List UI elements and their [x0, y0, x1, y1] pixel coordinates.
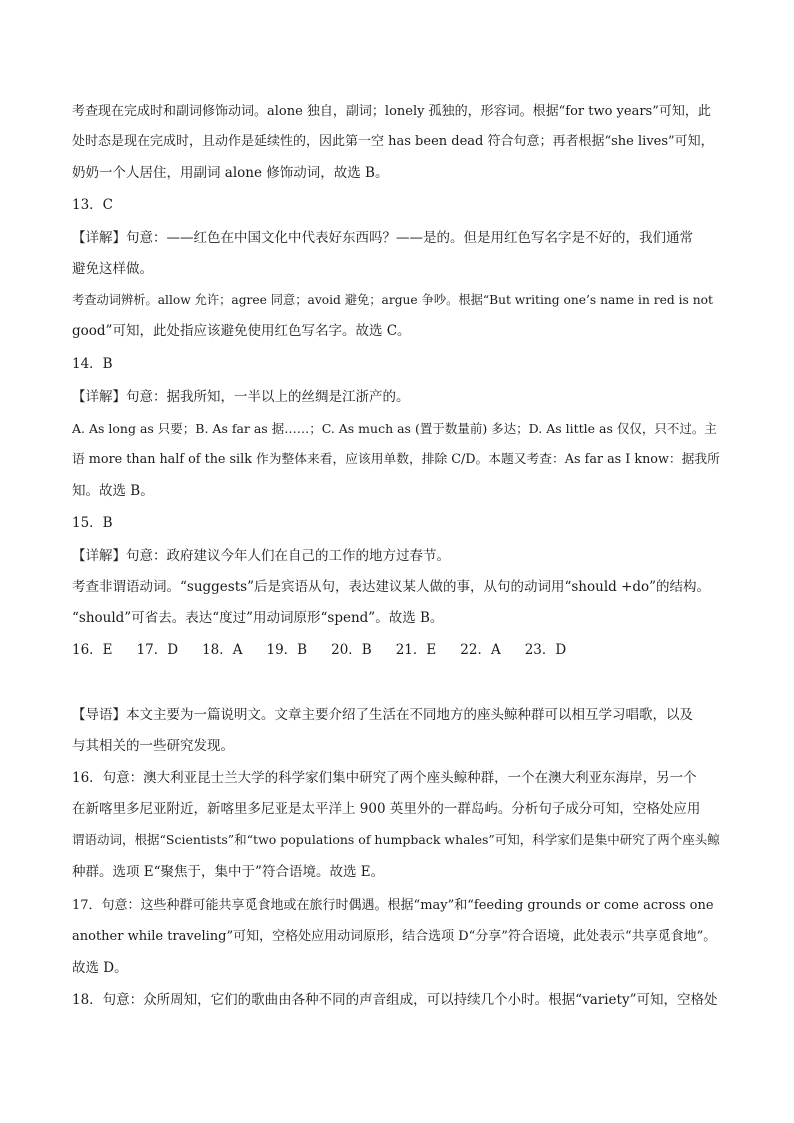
- text-line: 18．句意：众所周知，它们的歌曲由各种不同的声音组成，可以持续几个小时。根据“variety”可知，空格处: [72, 992, 718, 1008]
- answer-key: [72, 640, 566, 660]
- answer-item: 21．E: [395, 642, 437, 658]
- question-number: 13．C: [72, 197, 114, 213]
- text-line: 【详解】句意：——红色在中国文化中代表好东西吗？——是的。但是用红色写名字是不好的，我们通常: [72, 230, 693, 246]
- text-line: 语 more than half of the silk 作为整体来看，应该用单数，排除 C/D。本题又考查：As far as I know：据我所: [72, 452, 720, 467]
- text-line: A. As long as 只要；B. As far as 据……；C. As much as (置于数量前) 多达；D. As little as 仅仅，只不过。主: [72, 421, 717, 436]
- answer-item: 17．D: [136, 642, 179, 658]
- question-number: 14．B: [72, 356, 113, 372]
- text-line: 16．句意：澳大利亚昆士兰大学的科学家们集中研究了两个座头鲸种群，一个在澳大利亚东海岸，另一个: [72, 770, 697, 786]
- text-line: 故选 D。: [72, 960, 128, 976]
- text-line: 知。故选 B。: [72, 483, 154, 499]
- answer-item: 22．A: [460, 642, 501, 658]
- text-line: 【导语】本文主要为一篇说明文。文章主要介绍了生活在不同地方的座头鲸种群可以相互学习唱歌，以及: [72, 707, 693, 723]
- answer-item: 19．B: [266, 642, 308, 658]
- text-line: 与其相关的一些研究发现。: [72, 738, 234, 754]
- text-line: good”可知，此处指应该避免使用红色写名字。故选 C。: [72, 323, 411, 339]
- text-line: another while traveling”可知，空格处应用动词原形，结合选项 D“分享”符合语境，此处表示“共享觅食地”。: [72, 929, 717, 944]
- answer-item: 20．B: [331, 642, 372, 658]
- text-line: 考查现在完成时和副词修饰动词。alone 独自，副词；lonely 孤独的，形容词。根据“for two years”可知，此: [72, 104, 711, 119]
- answer-item: 16．E: [72, 642, 113, 658]
- text-line: 考查非谓语动词。“suggests”后是宾语从句，表达建议某人做的事，从句的动词用“should +do”的结构。: [72, 579, 711, 595]
- text-line: 【详解】句意：政府建议今年人们在自己的工作的地方过春节。: [72, 548, 450, 564]
- text-line: 避免这样做。: [72, 261, 153, 277]
- question-number: 15．B: [72, 515, 113, 531]
- text-line: 考查动词辨析。allow 允许；agree 同意；avoid 避免；argue 争吵。根据“But writing one’s name in red is not: [72, 293, 713, 307]
- text-line: “should”可省去。表达“度过”用动词原形“spend”。故选 B。: [72, 610, 444, 626]
- answer-item: 23．D: [524, 642, 567, 658]
- text-line: 种群。选项 E“聚焦于，集中于”符合语境。故选 E。: [72, 864, 385, 880]
- text-line: 【详解】句意：据我所知，一半以上的丝绸是江浙产的。: [72, 389, 410, 405]
- text-line: 奶奶一个人居住，用副词 alone 修饰动词，故选 B。: [72, 165, 389, 181]
- text-line: 谓语动词，根据“Scientists”和“two populations of humpback whales”可知，科学家们是集中研究了两个座头鲸: [72, 832, 720, 847]
- text-line: 17．句意：这些种群可能共享觅食地或在旅行时偶遇。根据“may”和“feeding grounds or come across one: [72, 898, 714, 913]
- answer-item: 18．A: [202, 642, 243, 658]
- text-line: 处时态是现在完成时，且动作是延续性的，因此第一空 has been dead 符合句意；再者根据“she lives”可知，: [72, 134, 714, 149]
- text-line: 在新喀里多尼亚附近，新喀里多尼亚是太平洋上 900 英里外的一群岛屿。分析句子成分可知，空格处应用: [72, 801, 701, 817]
